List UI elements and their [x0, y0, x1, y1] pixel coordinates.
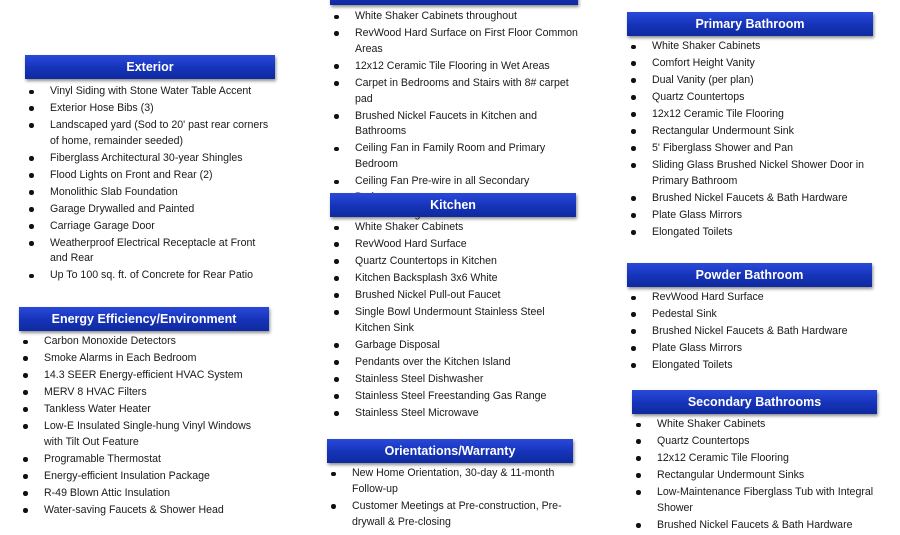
- list-item: Monolithic Slab Foundation: [25, 185, 275, 201]
- list-item: Plate Glass Mirrors: [627, 341, 872, 357]
- list-item: Single Bowl Undermount Stainless Steel Kitchen Sink: [330, 305, 576, 337]
- secondary-bathrooms-section: [632, 390, 877, 535]
- interior-header: [330, 0, 578, 5]
- list-item: 12x12 Ceramic Tile Flooring: [632, 451, 877, 467]
- list-item: 12x12 Ceramic Tile Flooring in Wet Areas: [330, 59, 578, 75]
- list-item: Ceiling Fan in Family Room and Primary Bedroom: [330, 141, 578, 173]
- list-item: Brushed Nickel Pull-out Faucet: [330, 288, 576, 304]
- list-item: Pendants over the Kitchen Island: [330, 355, 576, 371]
- list-item: Ceiling Fan Pre-wire in all Secondary: [330, 174, 578, 206]
- list-item: White Shaker Cabinets: [627, 39, 873, 55]
- list-item: Garbage Disposal: [330, 338, 576, 354]
- list-item: Stainless Steel Freestanding Gas Range: [330, 389, 576, 405]
- list-item: RevWood Hard Surface on First Floor Common Areas: [330, 26, 578, 58]
- list-item: Quartz Countertops: [627, 90, 873, 106]
- list-item: RevWood Hard Surface: [330, 237, 576, 253]
- list-item: Low-Maintenance Fiberglass Tub with Integral Shower: [632, 485, 877, 517]
- list-item: Flood Lights on Front and Rear (2): [25, 168, 275, 184]
- list-item: Carriage Garage Door: [25, 219, 275, 235]
- list-item: Comfort Height Vanity: [627, 56, 873, 72]
- list-item: Up To 100 sq. ft. of Concrete for Rear Patio: [25, 268, 275, 284]
- kitchen-section: [330, 193, 576, 423]
- list-item: Dual Vanity (per plan): [627, 73, 873, 89]
- list-item: Low-E Insulated Single-hung Vinyl Windows with Tilt Out Feature: [19, 419, 269, 451]
- list-item: 14.3 SEER Energy-efficient HVAC System: [19, 368, 269, 384]
- primary-bathroom-section: [627, 12, 873, 242]
- primary-bathroom-header: Primary Bathroom: [627, 12, 873, 36]
- list-item: White Shaker Cabinets: [632, 417, 877, 433]
- list-item: Elongated Toilets: [627, 358, 872, 374]
- list-item: Landscaped yard (Sod to 20' past rear corners of home, remainder seeded): [25, 118, 275, 150]
- list-item: MERV 8 HVAC Filters: [19, 385, 269, 401]
- interior-list: [330, 9, 578, 223]
- list-item: Brushed Nickel Faucets & Bath Hardware: [632, 518, 877, 534]
- list-item: Weatherproof Electrical Receptacle at Front and Rear: [25, 236, 275, 268]
- list-item: Kitchen Backsplash 3x6 White: [330, 271, 576, 287]
- list-item: Plate Glass Mirrors: [627, 208, 873, 224]
- list-item: Stainless Steel Microwave: [330, 406, 576, 422]
- list-item: Water-saving Faucets & Shower Head: [19, 503, 269, 519]
- energy-section: [19, 307, 269, 520]
- list-item: White Shaker Cabinets: [330, 220, 576, 236]
- exterior-list: [25, 84, 275, 284]
- list-item: Customer Meetings at Pre-construction, Pre-drywall & Pre-closing: [327, 499, 573, 531]
- orientations-list: [327, 466, 573, 530]
- list-item: Pedestal Sink: [627, 307, 872, 323]
- list-item: Exterior Hose Bibs (3): [25, 101, 275, 117]
- list-item: White Shaker Cabinets throughout: [330, 9, 578, 25]
- list-item: Programable Thermostat: [19, 452, 269, 468]
- powder-bathroom-section: [627, 263, 872, 375]
- list-item: Smoke Alarms in Each Bedroom: [19, 351, 269, 367]
- primary-bathroom-list: [627, 39, 873, 240]
- list-item: Rectangular Undermount Sinks: [632, 468, 877, 484]
- list-item: Brushed Nickel Faucets in Kitchen and Bathrooms: [330, 109, 578, 141]
- energy-list: [19, 334, 269, 518]
- list-item: Sliding Glass Brushed Nickel Shower Door in Primary Bathroom: [627, 158, 873, 190]
- kitchen-list: [330, 220, 576, 421]
- list-item: R-49 Blown Attic Insulation: [19, 486, 269, 502]
- list-item: Brushed Nickel Faucets & Bath Hardware: [627, 324, 872, 340]
- list-item: Elongated Toilets: [627, 225, 873, 241]
- list-item: Fiberglass Architectural 30-year Shingles: [25, 151, 275, 167]
- list-item: 5' Fiberglass Shower and Pan: [627, 141, 873, 157]
- kitchen-header: Kitchen: [330, 193, 576, 217]
- interior-section: [330, 0, 578, 224]
- list-item: Garage Drywalled and Painted: [25, 202, 275, 218]
- list-item: Quartz Countertops: [632, 434, 877, 450]
- energy-header: Energy Efficiency/Environment: [19, 307, 269, 331]
- orientations-section: [327, 439, 573, 532]
- exterior-section: [25, 55, 275, 285]
- list-item: Vinyl Siding with Stone Water Table Accent: [25, 84, 275, 100]
- list-item: Rectangular Undermount Sink: [627, 124, 873, 140]
- list-item: Tankless Water Heater: [19, 402, 269, 418]
- list-item: Stainless Steel Dishwasher: [330, 372, 576, 388]
- list-item: Carbon Monoxide Detectors: [19, 334, 269, 350]
- list-item: 12x12 Ceramic Tile Flooring: [627, 107, 873, 123]
- list-item: New Home Orientation, 30-day & 11-month Follow-up: [327, 466, 573, 498]
- list-item: Carpet in Bedrooms and Stairs with 8# carpet pad: [330, 76, 578, 108]
- powder-bathroom-header: Powder Bathroom: [627, 263, 872, 287]
- list-item: Energy-efficient Insulation Package: [19, 469, 269, 485]
- list-item: Quartz Countertops in Kitchen: [330, 254, 576, 270]
- secondary-bathrooms-list: [632, 417, 877, 534]
- list-item: Brushed Nickel Faucets & Bath Hardware: [627, 191, 873, 207]
- list-item: RevWood Hard Surface: [627, 290, 872, 306]
- orientations-header: Orientations/Warranty: [327, 439, 573, 463]
- exterior-header: Exterior: [25, 55, 275, 79]
- powder-bathroom-list: [627, 290, 872, 374]
- secondary-bathrooms-header: Secondary Bathrooms: [632, 390, 877, 414]
